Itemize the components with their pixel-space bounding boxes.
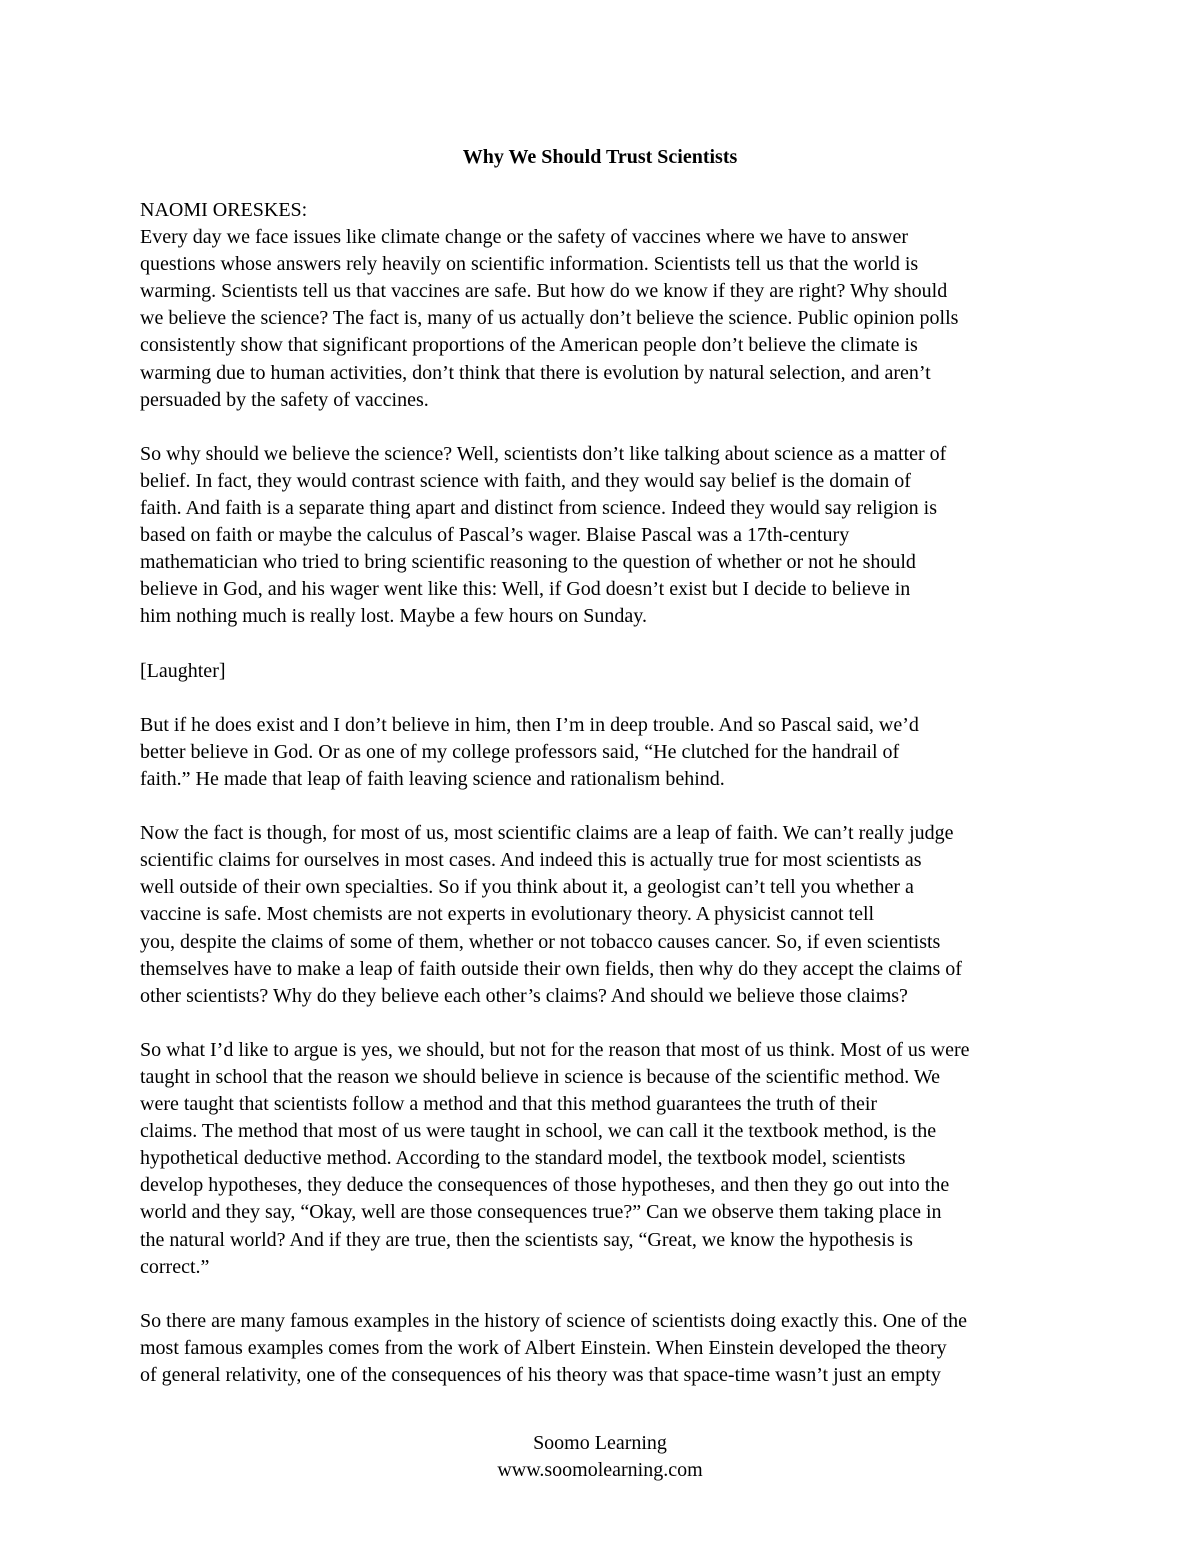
paragraph-line: consistently show that significant proportions of the American people don’t believe the climate is xyxy=(140,334,918,357)
paragraph-line: most famous examples comes from the work of Albert Einstein. When Einstein developed the theory xyxy=(140,1336,947,1359)
paragraph-gap xyxy=(140,685,1070,712)
paragraph-line: better believe in God. Or as one of my college professors said, “He clutched for the handrail of xyxy=(140,740,900,763)
paragraph xyxy=(140,1037,1070,1281)
paragraph-line: [Laughter] xyxy=(140,659,226,682)
paragraph-line: claims. The method that most of us were taught in school, we can call it the textbook method, is the xyxy=(140,1120,937,1143)
paragraph-line: believe in God, and his wager went like this: Well, if God doesn’t exist but I decide to believe in xyxy=(140,578,911,601)
paragraph-line: we believe the science? The fact is, many of us actually don’t believe the science. Public opinion polls xyxy=(140,307,959,330)
paragraph-line: the natural world? And if they are true, then the scientists say, “Great, we know the hypothesis is xyxy=(140,1228,913,1251)
paragraph-gap xyxy=(140,414,1070,441)
paragraph xyxy=(140,441,1070,631)
paragraph xyxy=(140,658,1070,685)
paragraph-line: other scientists? Why do they believe each other’s claims? And should we believe those claims? xyxy=(140,984,908,1007)
paragraph-gap xyxy=(140,631,1070,658)
footer-website: www.soomolearning.com xyxy=(497,1459,703,1481)
paragraph-line: hypothetical deductive method. According to the standard model, the textbook model, scientists xyxy=(140,1147,906,1170)
paragraph-line: But if he does exist and I don’t believe in him, then I’m in deep trouble. And so Pascal said, we’d xyxy=(140,713,919,736)
paragraph-line: So there are many famous examples in the history of science of scientists doing exactly this. One of the xyxy=(140,1309,968,1332)
paragraph-gap xyxy=(140,793,1070,820)
paragraph-line: mathematician who tried to bring scientific reasoning to the question of whether or not he should xyxy=(140,551,916,574)
paragraph-line: faith.” He made that leap of faith leaving science and rationalism behind. xyxy=(140,767,725,790)
speaker-name: NAOMI ORESKES: xyxy=(140,199,308,221)
document-title: Why We Should Trust Scientists xyxy=(462,146,738,168)
paragraph-line: questions whose answers rely heavily on scientific information. Scientists tell us that the world is xyxy=(140,253,919,276)
page-footer xyxy=(0,1430,1200,1484)
paragraph-gap xyxy=(140,1281,1070,1308)
paragraph xyxy=(140,1308,1070,1389)
paragraph-line: faith. And faith is a separate thing apart and distinct from science. Indeed they would say religion is xyxy=(140,497,937,520)
paragraph xyxy=(140,712,1070,793)
paragraph-line: world and they say, “Okay, well are those consequences true?” Can we observe them taking place in xyxy=(140,1201,942,1224)
paragraph-line: him nothing much is really lost. Maybe a few hours on Sunday. xyxy=(140,605,647,628)
paragraph-line: So why should we believe the science? Well, scientists don’t like talking about science as a matter of xyxy=(140,442,947,465)
paragraph-line: well outside of their own specialties. So if you think about it, a geologist can’t tell you whether a xyxy=(140,876,914,899)
paragraph xyxy=(140,224,1070,414)
paragraph-line: were taught that scientists follow a method and that this method guarantees the truth of their xyxy=(140,1093,878,1116)
paragraph-line: based on faith or maybe the calculus of Pascal’s wager. Blaise Pascal was a 17th-century xyxy=(140,524,850,547)
paragraph-line: scientific claims for ourselves in most cases. And indeed this is actually true for most scientists as xyxy=(140,849,922,872)
paragraph-line: belief. In fact, they would contrast science with faith, and they would say belief is the domain of xyxy=(140,469,911,492)
paragraph-line: Every day we face issues like climate change or the safety of vaccines where we have to answer xyxy=(140,226,908,249)
paragraph-gap xyxy=(140,1010,1070,1037)
transcript-body xyxy=(140,197,1070,1389)
paragraph xyxy=(140,820,1070,1010)
paragraph-line: you, despite the claims of some of them, whether or not tobacco causes cancer. So, if even scientists xyxy=(140,930,941,953)
paragraph-line: taught in school that the reason we should believe in science is because of the scientific method. We xyxy=(140,1066,940,1088)
paragraph-line: develop hypotheses, they deduce the consequences of those hypotheses, and then they go out into the xyxy=(140,1174,950,1197)
paragraph-line: correct.” xyxy=(140,1255,210,1278)
paragraph-line: vaccine is safe. Most chemists are not experts in evolutionary theory. A physicist cannot tell xyxy=(140,903,875,926)
footer-organization: Soomo Learning xyxy=(533,1432,667,1454)
paragraph-line: warming due to human activities, don’t think that there is evolution by natural selection, and aren’t xyxy=(140,361,931,384)
paragraph-line: warming. Scientists tell us that vaccines are safe. But how do we know if they are right? Why should xyxy=(140,280,948,303)
paragraph-line: themselves have to make a leap of faith outside their own fields, then why do they accept the claims of xyxy=(140,957,962,980)
paragraph-line: of general relativity, one of the consequences of his theory was that space-time wasn’t just an empty xyxy=(140,1364,941,1387)
paragraph-line: So what I’d like to argue is yes, we should, but not for the reason that most of us think. Most of us were xyxy=(140,1038,970,1061)
paragraph-line: Now the fact is though, for most of us, most scientific claims are a leap of faith. We can’t really judge xyxy=(140,822,954,845)
paragraph-line: persuaded by the safety of vaccines. xyxy=(140,388,429,411)
transcript-paragraphs xyxy=(140,224,1070,1389)
